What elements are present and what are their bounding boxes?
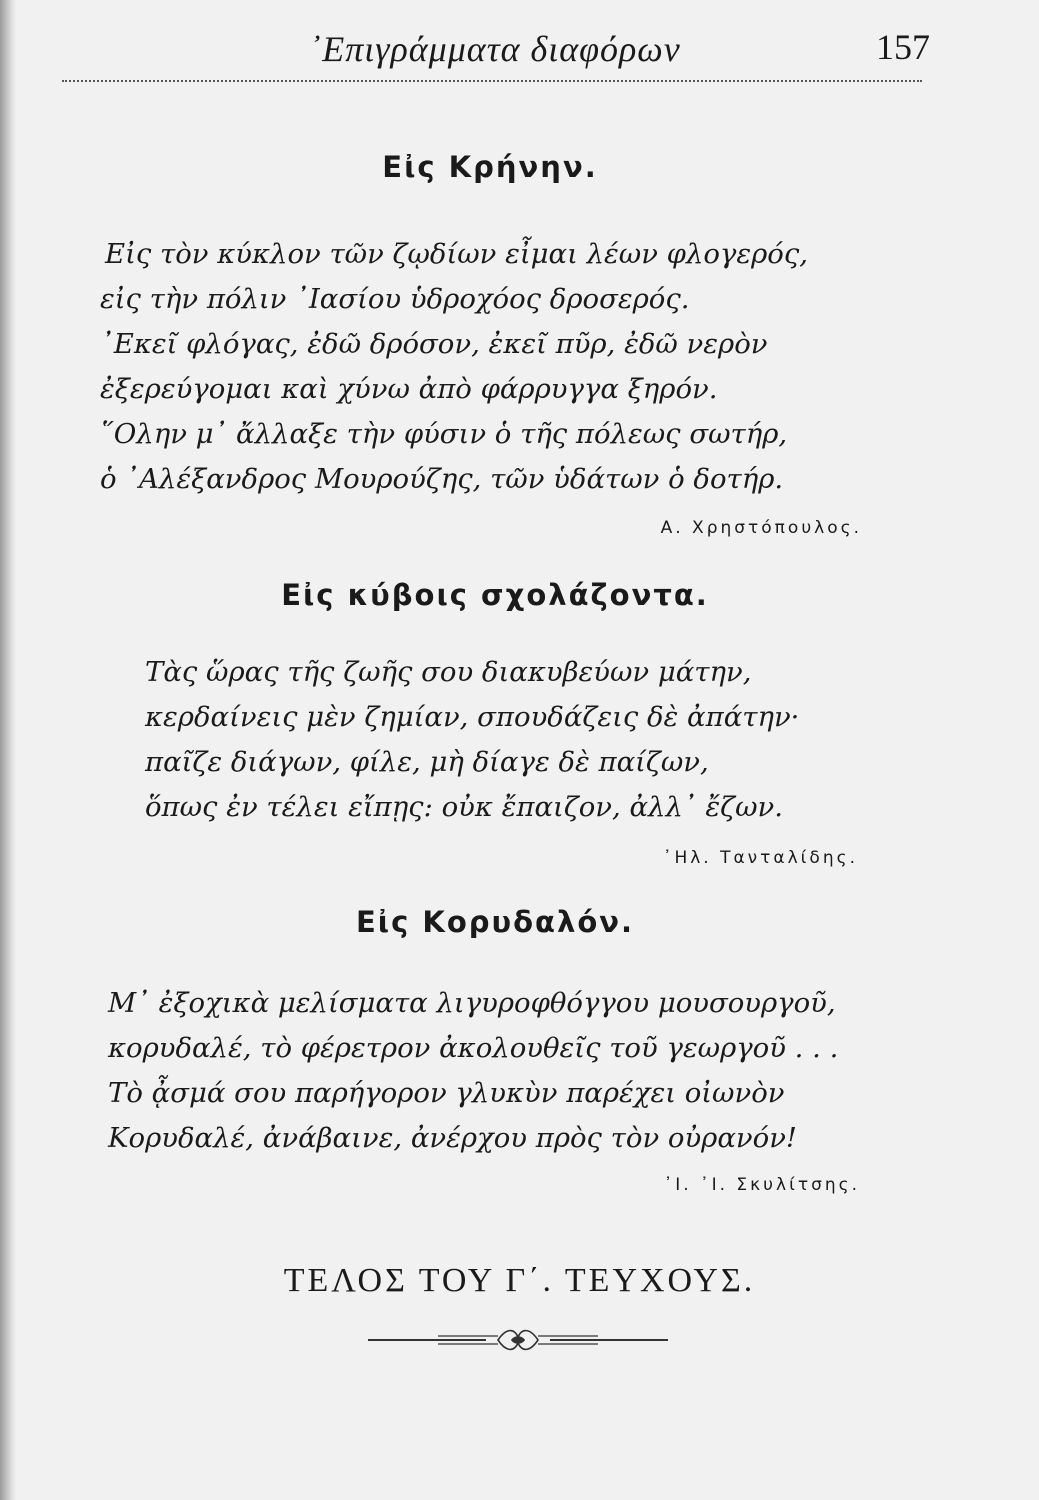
verse-line: ῞Ολην μ᾿ ἄλλαξε τὴν φύσιν ὁ τῆς πόλεως σωτήρ, bbox=[100, 418, 788, 450]
verse-line: παῖζε διάγων, φίλε, μὴ δίαγε δὲ παίζων, bbox=[145, 746, 709, 778]
verse-line: ὅπως ἐν τέλει εἴπῃς: οὐκ ἔπαιζον, ἀλλ᾿ ἔζων. bbox=[145, 791, 783, 823]
header-divider bbox=[62, 80, 922, 82]
poem-author: ᾿Ι. ᾿Ι. Σκυλίτσης. bbox=[663, 1175, 860, 1195]
verse-line: κορυδαλέ, τὸ φέρετρον ἀκολουθεῖς τοῦ γεωργοῦ . . . bbox=[108, 1032, 839, 1064]
poem-title: Εἰς Κορυδαλόν. bbox=[355, 905, 635, 939]
verse-line: Τὰς ὥρας τῆς ζωῆς σου διακυβεύων μάτην, bbox=[145, 656, 752, 688]
end-of-issue-note: ΤΕΛΟΣ ΤΟΥ Γ΄. ΤΕΥΧΟΥΣ. bbox=[283, 1262, 756, 1299]
poem-kyvois bbox=[100, 578, 890, 868]
poem-author: Α. Χρηστόπουλος. bbox=[660, 518, 862, 538]
poem-verses bbox=[100, 981, 890, 1161]
running-title: ᾿Επιγράμματα διαφόρων bbox=[309, 29, 681, 69]
verse-line: εἰς τὴν πόλιν ᾿Ιασίου ὑδροχόος δροσερός. bbox=[100, 283, 690, 315]
verse-line: ᾿Εκεῖ φλόγας, ἐδῶ δρόσον, ἐκεῖ πῦρ, ἐδῶ νερὸν bbox=[100, 328, 768, 360]
page-number: 157 bbox=[876, 27, 930, 67]
verse-line: Μ᾿ ἐξοχικὰ μελίσματα λιγυροφθόγγου μουσουργοῦ, bbox=[108, 987, 836, 1019]
poem-title: Εἰς Κρήνην. bbox=[382, 150, 598, 184]
verse-line: κερδαίνεις μὲν ζημίαν, σπουδάζεις δὲ ἀπάτην· bbox=[145, 701, 800, 733]
verse-line: Κορυδαλέ, ἀνάβαινε, ἀνέρχου πρὸς τὸν οὐρανόν! bbox=[108, 1122, 797, 1154]
poem-korydalon bbox=[100, 905, 890, 1195]
verse-line: ὁ ᾿Αλέξανδρος Μουρούζης, τῶν ὑδάτων ὁ δοτήρ. bbox=[100, 463, 784, 495]
poem-verses bbox=[100, 650, 890, 830]
verse-line: Τὸ ᾆσμά σου παρήγορον γλυκὺν παρέχει οἰωνὸν bbox=[108, 1077, 785, 1109]
running-header bbox=[60, 22, 930, 72]
tailpiece-ornament-icon bbox=[368, 1325, 668, 1355]
poem-verses bbox=[100, 232, 890, 502]
poem-title: Εἰς κύβοις σχολάζοντα. bbox=[281, 578, 709, 612]
verse-line: ἐξερεύγομαι καὶ χύνω ἀπὸ φάρρυγγα ξηρόν. bbox=[100, 373, 718, 405]
verse-line: Εἰς τὸν κύκλον τῶν ζῳδίων εἶμαι λέων φλογερός, bbox=[105, 238, 808, 270]
poem-krenen bbox=[100, 150, 890, 538]
poem-author: ᾿Ηλ. Τανταλίδης. bbox=[662, 848, 858, 868]
